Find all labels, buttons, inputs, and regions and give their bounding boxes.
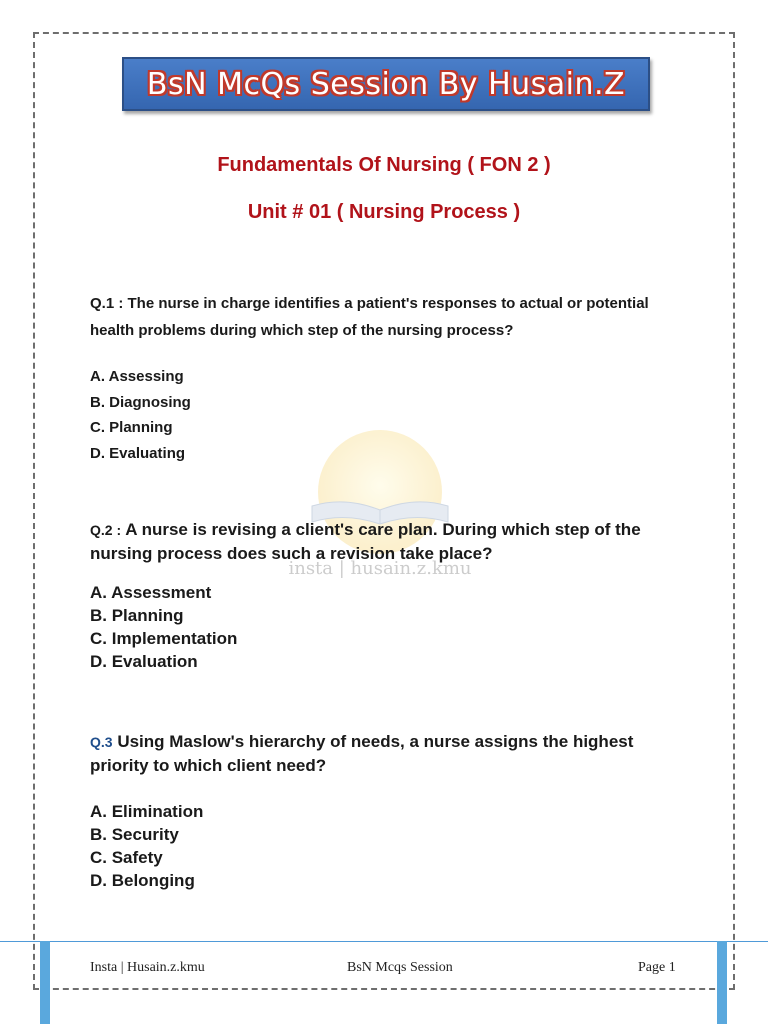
option-b: B. Planning xyxy=(90,606,184,625)
question-2-text: A nurse is revising a client's care plan. During which step of the nursing process does such a revision take place? xyxy=(90,520,641,563)
question-1-text: The nurse in charge identifies a patient's responses to actual or potential health problems during which step of the nursing process? xyxy=(90,295,649,339)
question-3-text: Using Maslow's hierarchy of needs, a nurse assigns the highest priority to which client need? xyxy=(90,732,634,775)
footer-divider xyxy=(0,941,768,942)
question-3-options xyxy=(90,800,670,892)
question-2 xyxy=(90,518,670,673)
option-a: A. Assessment xyxy=(90,583,212,602)
option-d: D. Belonging xyxy=(90,871,195,890)
question-2-stem xyxy=(90,518,670,565)
option-a: A. Elimination xyxy=(90,802,204,821)
footer-instagram: Insta | Husain.z.kmu xyxy=(90,960,205,975)
question-1-stem xyxy=(90,290,670,344)
option-b: B. Diagnosing xyxy=(90,393,191,411)
title-banner xyxy=(122,57,650,111)
footer-right-bar xyxy=(717,941,727,1024)
option-c: C. Implementation xyxy=(90,629,238,648)
question-2-number: Q.2 : xyxy=(90,522,122,538)
option-d: D. Evaluating xyxy=(90,444,186,462)
banner-title: BsN McQs Session By Husain.Z xyxy=(146,66,626,102)
option-d: D. Evaluation xyxy=(90,652,198,671)
question-3 xyxy=(90,730,670,892)
option-b: B. Security xyxy=(90,825,179,844)
footer-left-bar xyxy=(40,941,50,1024)
question-3-stem xyxy=(90,730,670,777)
watermark-text: insta | husain.z.kmu xyxy=(288,558,472,579)
question-1 xyxy=(90,290,670,466)
question-1-number: Q.1 : xyxy=(90,295,124,312)
unit-heading: Unit # 01 ( Nursing Process ) xyxy=(247,201,521,223)
question-3-number: Q.3 xyxy=(90,734,113,750)
option-c: C. Safety xyxy=(90,848,163,867)
question-1-options xyxy=(90,364,670,466)
page-number: Page 1 xyxy=(638,960,676,975)
option-c: C. Planning xyxy=(90,419,173,436)
subject-heading: Fundamentals Of Nursing ( FON 2 ) xyxy=(217,154,551,176)
question-2-options xyxy=(90,581,670,673)
option-a: A. Assessing xyxy=(90,368,184,385)
footer-session: BsN Mcqs Session xyxy=(347,960,453,975)
